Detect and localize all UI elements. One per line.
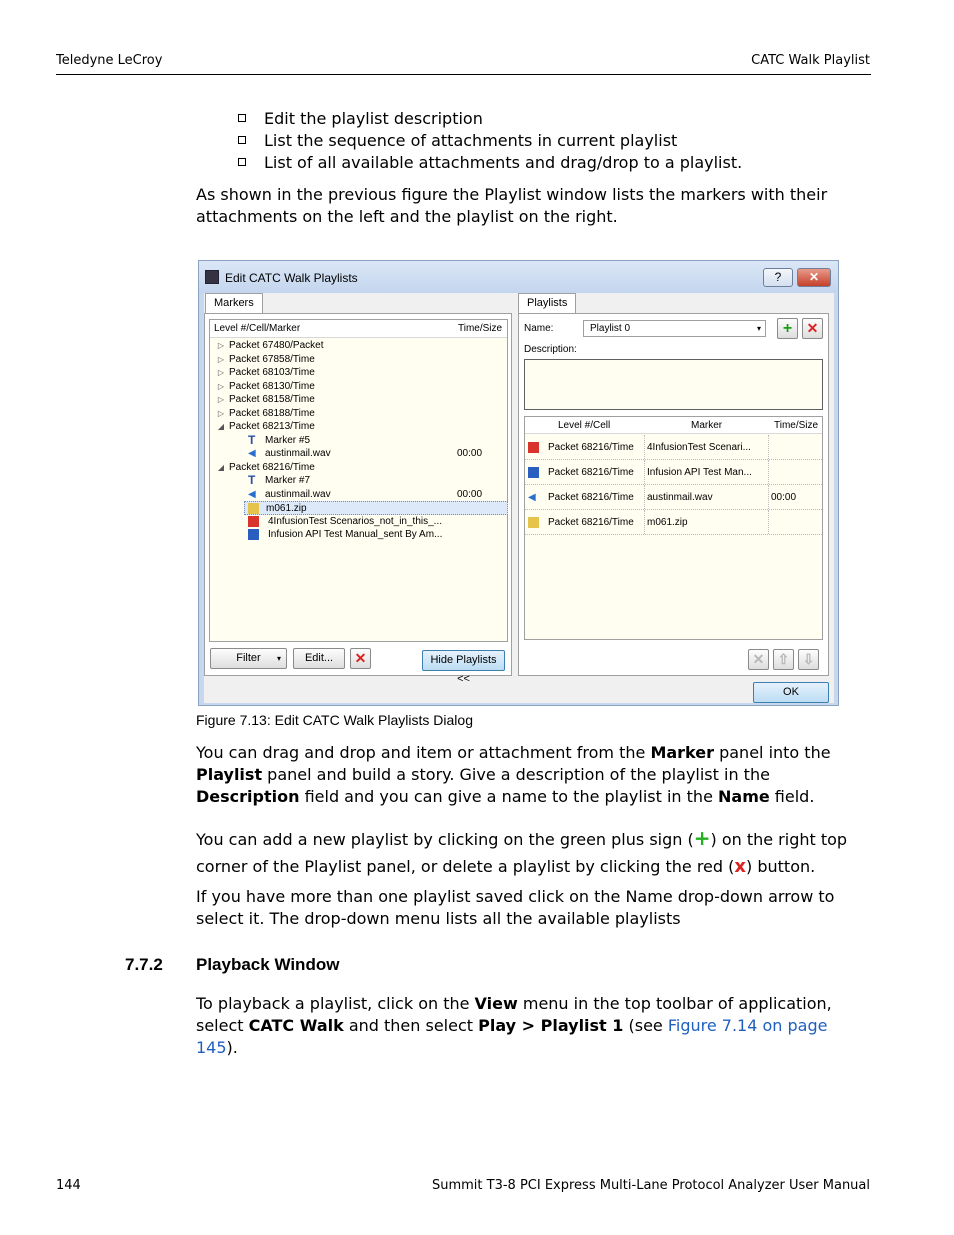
remove-item-button[interactable]: ✕ [748,649,769,670]
markers-column-header [210,320,507,338]
expand-arrow-icon[interactable]: ▷ [217,354,225,364]
header-rule [56,74,871,75]
tree-row[interactable]: ▷ Packet 67480/Packet [217,340,324,351]
expand-arrow-icon[interactable]: ▷ [217,395,225,404]
word-doc-icon [528,460,542,484]
help-button[interactable]: ? [763,268,793,287]
header-left: Teledyne LeCroy [56,53,163,68]
grid-col-time[interactable]: Time/Size [774,420,819,431]
playlists-panel [518,313,829,676]
figure-caption: Figure 7.13: Edit CATC Walk Playlists Dialog [196,712,473,728]
audio-icon: ◀ [248,488,256,500]
red-x-icon: x [734,856,747,877]
list-item: Edit the playlist description [236,107,742,129]
move-up-button[interactable]: ⇧ [773,649,794,670]
paragraph-drag-drop: You can drag and drop and item or attachment from the Marker panel into the Playlist panel and build a story. Give a description of the playlist in the Description field and you can give a name to the playlist in the Name field. [196,743,831,806]
checkbox-bullet-icon [238,136,246,144]
hide-playlists-button[interactable]: Hide Playlists << [422,650,505,671]
app-icon [205,270,219,284]
tree-row[interactable]: ◀ austinmail.wav 00:00 [248,448,483,459]
green-plus-icon: + [693,826,711,850]
tree-rows [210,338,507,542]
tree-row[interactable]: ▷ Packet 68158/Time [217,394,315,405]
tree-row[interactable]: ▷ Packet 68188/Time [217,407,315,419]
close-button[interactable]: ✕ [797,268,831,287]
description-label: Description: [524,344,577,355]
expand-arrow-icon[interactable]: ▷ [217,381,225,391]
expand-arrow-icon[interactable]: ▷ [217,341,225,350]
pdf-icon [528,435,542,459]
playlist-name-select[interactable]: Playlist 0 ▾ [583,320,766,337]
tree-row[interactable]: T Marker #7 [248,473,311,487]
zip-icon [528,510,542,534]
table-row[interactable]: Packet 68216/Time 4InfusionTest Scenari... [525,435,822,460]
list-item: List of all available attachments and drag/drop to a playlist. [236,151,742,173]
filter-button[interactable]: Filter ▾ [210,648,287,669]
grid-col-marker[interactable]: Marker [691,420,723,431]
tree-row[interactable]: T Marker #5 [248,432,311,447]
figure-link[interactable]: Figure 7.14 on page 145 [196,1016,828,1057]
tree-row[interactable]: ▷ Packet 68103/Time [217,367,315,378]
remove-playlist-button[interactable]: ✕ [802,318,823,339]
chevron-down-icon: ▾ [276,654,281,663]
paragraph-playback: To playback a playlist, click on the View menu in the top toolbar of application, select CATC Walk and then select Play > Playlist 1 (see Figure 7.14 on page 145). [196,994,832,1057]
tree-row-selected[interactable]: m061.zip [244,501,508,515]
intro-paragraph: As shown in the previous figure the Playlist window lists the markers with their attachments on the left and the playlist on the right. [196,185,828,226]
col-time-header[interactable]: Time/Size [458,323,503,334]
paragraph-add-delete: You can add a new playlist by clicking on the green plus sign (+) on the right top corner of the Playlist panel, or delete a playlist by clicking the red (x) button. [196,826,848,877]
paragraph-dropdown: If you have more than one playlist saved click on the Name drop-down arrow to select it. The drop-down menu lists all the available playlists [196,887,835,928]
audio-icon: ◀ [248,448,256,459]
tree-row[interactable]: ▷ Packet 67858/Time [217,353,315,365]
playlist-grid[interactable] [524,416,823,640]
list-item: List the sequence of attachments in current playlist [236,129,742,151]
word-doc-icon [248,529,259,540]
expand-arrow-icon[interactable]: ▷ [217,368,225,377]
marker-icon: T [248,432,256,447]
tree-row[interactable]: ◀ austinmail.wav 00:00 [248,488,483,500]
move-down-button[interactable]: ⇩ [798,649,819,670]
dialog-title-bar [199,261,838,293]
tab-markers[interactable]: Markers [205,293,263,314]
zip-icon [248,503,259,514]
col-level-header[interactable]: Level #/Cell/Marker [214,323,301,334]
tree-row[interactable]: ◢ Packet 68216/Time [217,461,315,473]
table-row[interactable]: Packet 68216/Time m061.zip [525,510,822,535]
add-playlist-button[interactable]: + [777,318,798,339]
description-field[interactable] [524,359,823,410]
name-label: Name: [524,323,554,334]
expand-arrow-icon[interactable]: ▷ [217,408,225,418]
footer-page-number: 144 [56,1178,81,1193]
table-row[interactable]: Packet 68216/Time Infusion API Test Man... [525,460,822,485]
footer-title: Summit T3-8 PCI Express Multi-Lane Protocol Analyzer User Manual [431,1178,870,1193]
dialog-title: Edit CATC Walk Playlists [225,271,358,285]
tree-row[interactable]: 4InfusionTest Scenarios_not_in_this_... [210,515,507,529]
tab-playlists[interactable]: Playlists [518,293,576,314]
section-number: 7.7.2 [125,955,163,974]
grid-header [525,417,822,434]
grid-col-level[interactable]: Level #/Cell [558,420,611,431]
audio-icon: ◀ [528,492,536,503]
section-title: Playback Window [196,955,340,974]
tree-row[interactable]: ◢ Packet 68213/Time [217,421,315,432]
markers-tree[interactable] [209,319,508,642]
checkbox-bullet-icon [238,158,246,166]
pdf-icon [248,516,259,527]
header-right: CATC Walk Playlist [751,53,870,68]
edit-button[interactable]: Edit... [293,648,345,669]
edit-playlists-dialog [198,260,839,706]
delete-marker-button[interactable]: ✕ [350,648,371,669]
table-row[interactable]: ◀ Packet 68216/Time austinmail.wav 00:00 [525,485,822,510]
marker-icon: T [248,473,256,487]
checkbox-bullet-icon [238,114,246,122]
collapse-arrow-icon[interactable]: ◢ [217,422,225,431]
tree-row[interactable]: ▷ Packet 68130/Time [217,380,315,392]
dialog-body [204,293,834,703]
chevron-down-icon[interactable]: ▾ [756,324,761,333]
bullet-list [236,107,742,173]
tree-row[interactable]: Infusion API Test Manual_sent By Am... [210,528,507,542]
markers-panel [204,313,512,685]
collapse-arrow-icon[interactable]: ◢ [217,462,225,472]
ok-button[interactable]: OK [753,682,829,703]
